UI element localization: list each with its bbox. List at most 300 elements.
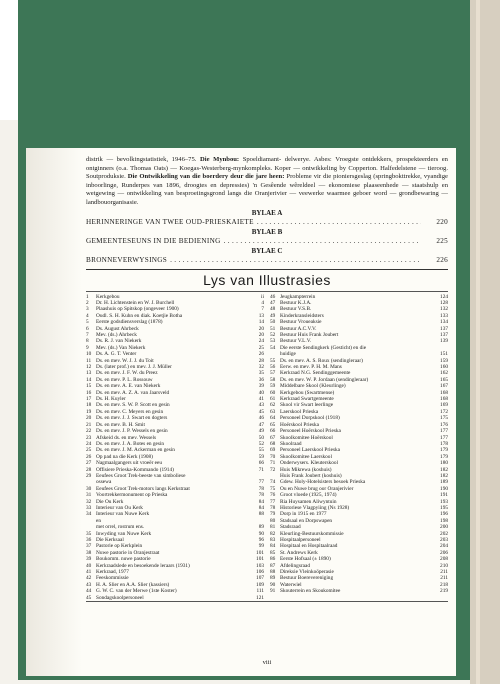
toc-title: BRONNEVERWYSINGS xyxy=(86,255,168,264)
illustration-caption: Eerste godsdiensverslag (1878) xyxy=(96,319,163,326)
illustration-page: 193 xyxy=(440,498,448,505)
illustration-number: 45 xyxy=(86,594,92,601)
illustration-caption: Skoolraad xyxy=(280,440,302,447)
intro-line: word — grondbewaring — landbouorganisasie. xyxy=(86,190,448,206)
illustration-page: 172 xyxy=(440,408,448,415)
illustration-caption: Die eerste Sendingkerk (Gesticht) en die xyxy=(280,344,367,351)
illustration-number: 69 xyxy=(270,447,276,454)
illustration-caption: Ds. A. G. T. Venter xyxy=(96,351,137,358)
illustration-number: 12 xyxy=(86,364,92,371)
illustration-page: 50 xyxy=(258,434,264,441)
illustration-caption: Kerkraadslede en besoekende leraars (1931) xyxy=(96,562,190,569)
illustration-caption: Skool vir Swart leerlinge xyxy=(280,402,334,409)
illustration-caption: Ds. en mev. J. A. Botes en gesin xyxy=(96,440,165,447)
illustration-number: 55 xyxy=(270,357,276,364)
illustration-caption: Direksie Vleinkoöperasie xyxy=(280,569,334,576)
illustration-page: 89 xyxy=(258,524,264,531)
illustration-number: 27 xyxy=(86,460,92,467)
illustration-number: 21 xyxy=(86,421,92,428)
illustration-number: 31 xyxy=(86,492,92,499)
illustration-caption: Gdew. Holy-Hotelsisters besoek Prieska xyxy=(280,479,366,486)
illustration-caption: Onderwysers. Kleuterskool xyxy=(280,460,338,467)
illustration-page: 177 xyxy=(440,434,448,441)
illustration-caption: Eerste Hofsaal (± 1890) xyxy=(280,556,331,563)
illustration-caption: Pastorie op Kerkplein xyxy=(96,543,143,550)
toc-title: GEMEENTESEUNS IN DIE BEDIENING xyxy=(86,236,221,245)
illustration-caption: Eerw. en mev. P. H. M. Mans xyxy=(280,364,342,371)
illustration-number: 24 xyxy=(86,440,92,447)
illustration-number: 19 xyxy=(86,408,92,415)
illustration-list-item[interactable] xyxy=(86,595,264,601)
illustration-page: 99 xyxy=(258,543,264,550)
illustration-caption: Ds. en mev. J. P. Wessels en gesin xyxy=(96,428,168,435)
intro-line: distrik — bevolkingstatistiek, 1946–75. xyxy=(86,156,197,163)
illustration-caption: Bestuur Huis Frank Joubert xyxy=(280,332,339,338)
illustration-page: 78 xyxy=(258,485,264,492)
illustration-number: 74 xyxy=(270,479,276,486)
illustration-page: 121 xyxy=(256,594,264,601)
intro-line: die pioniersgeslag (springbokttrekke, vyandige inboorlinge, Runderpes xyxy=(86,173,448,189)
illustration-page: 71 xyxy=(258,466,264,473)
illustration-number: 75 xyxy=(270,485,276,492)
illustration-caption: Stadsaal en Dorpswapen xyxy=(280,517,333,524)
illustration-number: 13 xyxy=(86,370,92,377)
illustration-number: 83 xyxy=(270,537,276,543)
illustration-number: 9 xyxy=(86,344,89,351)
toc-page-number: 220 xyxy=(436,217,448,226)
illustration-page: 165 xyxy=(440,376,448,383)
illustration-number: 36 xyxy=(86,537,92,543)
illustration-caption: met orrel, rostrum ens. xyxy=(96,524,145,531)
illustration-number: 22 xyxy=(86,428,92,435)
illustration-caption: Ds. R. J. van Niekerk xyxy=(96,338,142,345)
illustration-caption: Personeel Laerskool Prieska xyxy=(280,447,341,454)
illustration-caption: Ds. en mev. J. M. Ackerman en gesin xyxy=(96,447,175,454)
bylae-c-heading: BYLAE C xyxy=(251,246,283,255)
illustration-page: 26 xyxy=(258,351,264,358)
illustration-number: 78 xyxy=(270,504,276,511)
illustration-caption: Ds. en mev. W. P. Jordaan (sendingleraar) xyxy=(280,376,369,383)
illustration-number: 47 xyxy=(270,299,276,306)
illustration-number: 61 xyxy=(270,396,276,403)
illustration-number: 84 xyxy=(270,543,276,550)
illustration-page: 24 xyxy=(258,338,264,345)
illustration-number: 62 xyxy=(270,402,276,409)
illustration-page: 35 xyxy=(258,370,264,377)
illustration-number: 16 xyxy=(86,389,92,396)
illustration-page: 151 xyxy=(440,351,448,358)
illustration-number: 67 xyxy=(270,434,276,441)
illustration-caption: en xyxy=(96,517,101,524)
illustration-number: 85 xyxy=(270,549,276,556)
illustration-page: 182 xyxy=(440,466,448,473)
illustration-page: 101 xyxy=(256,549,264,556)
illustration-page: 111 xyxy=(256,588,264,595)
intro-line: van 1896, droogtes en depressies) 'n Gesêende wêreldeel — ekonomiese xyxy=(153,181,361,189)
illustration-page: 90 xyxy=(258,530,264,537)
illustration-page: 210 xyxy=(440,562,448,569)
illustration-caption: Ds. en mev. A. Z. A. van Jaarsveld xyxy=(96,389,170,396)
book-page xyxy=(26,148,456,676)
illustration-page: 20 xyxy=(258,325,264,332)
illustration-number: 15 xyxy=(86,383,92,390)
illustration-page: 28 xyxy=(258,357,264,364)
page-edge-shadow xyxy=(476,0,480,684)
illustration-page: 128 xyxy=(440,299,448,306)
illustrations-column-right xyxy=(270,294,448,602)
illustration-page: 169 xyxy=(440,402,448,409)
illustration-caption: Inwyding van Nuwe Kerk xyxy=(96,530,152,537)
illustration-caption: Die Kerksaal xyxy=(96,537,124,543)
illustration-page: 59 xyxy=(258,453,264,460)
illustration-number: 4 xyxy=(86,312,89,319)
illustration-page: 77 xyxy=(258,479,264,486)
illustration-caption: Interieur van Nuwe Kerk xyxy=(96,511,150,518)
illustration-number: 2 xyxy=(86,299,89,306)
illustration-caption: Huis Frank Joubert (koshuis) xyxy=(280,472,342,479)
intro-heading-mynbou: Die Mynbou: xyxy=(200,156,240,163)
illustration-page: 132 xyxy=(440,306,448,313)
illustration-page: 137 xyxy=(440,325,448,332)
illustration-caption: Skoolkomitee Laerskool xyxy=(280,453,332,460)
illustration-caption: Ds. en mev. J. J. Swart en dogters xyxy=(96,415,168,422)
illustration-page: 49 xyxy=(258,428,264,435)
illustration-number: 48 xyxy=(270,306,276,313)
toc-title: HERINNERINGE VAN TWEE OUD-PRIESKAIETE xyxy=(86,217,254,226)
illustration-caption: Afdelingsraad xyxy=(280,562,311,569)
illustration-caption: Jeugkampterrein xyxy=(280,293,316,300)
illustration-caption: Hoërskool Prieska xyxy=(280,421,319,428)
illustration-number: 30 xyxy=(86,485,92,492)
illustration-page: 175 xyxy=(440,415,448,422)
illustration-caption: G. W. C. van der Merwe (1ste Koster) xyxy=(96,588,177,595)
illustration-page: 159 xyxy=(440,357,448,364)
illustration-page: 179 xyxy=(440,453,448,460)
illustration-page: 32 xyxy=(258,364,264,371)
illustration-page: 176 xyxy=(440,421,448,428)
illustration-number: 68 xyxy=(270,440,276,447)
bylae-a-heading: BYLAE A xyxy=(251,208,283,217)
illustration-caption: Skoolkomitee Hoërskool xyxy=(280,434,333,441)
intro-line: plaaseenhede — staatshulp en wetgewing — ontwikkeling van xyxy=(86,181,448,198)
illustration-page: 204 xyxy=(440,543,448,550)
illustration-page: 160 xyxy=(440,364,448,371)
illustration-number: 50 xyxy=(270,319,276,326)
illustration-page: 4 xyxy=(261,299,264,306)
illustration-page: 139 xyxy=(440,338,448,345)
illustration-caption: Kerkraad Swartgemeente xyxy=(280,396,334,403)
illustration-number: 72 xyxy=(270,466,276,473)
illustration-caption: Bestuur V.S.B. xyxy=(280,306,312,313)
illustration-caption: Kerkraad N.G. Sendinggemeente xyxy=(280,370,351,377)
illustration-number: 82 xyxy=(270,530,276,537)
illustration-caption: Hospitaalpersoneel xyxy=(280,537,321,543)
illustration-caption: Waterwiel xyxy=(280,581,302,588)
illustration-caption: Middelbare Skool (Kleurlinge) xyxy=(280,383,346,390)
illustration-caption: Skouterrein en Skoukomitee xyxy=(280,588,341,595)
illustration-page: 219 xyxy=(440,588,448,595)
illustration-page: 66 xyxy=(258,460,264,467)
illustration-caption: Voortrekkermonument op Prieska xyxy=(96,492,168,499)
illustration-number: 32 xyxy=(86,498,92,505)
illustration-caption: Bestuur K.J.A. xyxy=(280,299,312,306)
illustration-caption: Ds. en mev. S. W. P. Scott en gesin xyxy=(96,402,170,409)
illustration-caption: Ds. en mev. W. J. J. du Toit xyxy=(96,357,154,364)
illustration-caption: Oudl. S. H. Kuhn en diak. Koetjie Botha xyxy=(96,312,183,319)
illustration-number: 52 xyxy=(270,332,276,338)
illustration-number: 63 xyxy=(270,408,276,415)
illustration-caption: Offisiere Prieska-Kommando (1914) xyxy=(96,466,174,473)
intro-line: delwerye. Asbes: Vroegste ontdekkers, prospekteerders en ontginners xyxy=(86,156,448,172)
illustration-caption: Kerkgebou xyxy=(96,293,120,300)
illustration-page: 137 xyxy=(440,332,448,338)
illustration-caption: Kerkgebou (Swartmense) xyxy=(280,389,335,396)
illustration-page: 45 xyxy=(258,408,264,415)
illustration-caption: Kleurling-Bestuurskommissie xyxy=(280,530,344,537)
illustration-caption: Laerskool Prieska xyxy=(280,408,319,415)
illustration-number: 76 xyxy=(270,492,276,499)
toc-entry-bylae-b[interactable] xyxy=(86,236,448,246)
illustration-page: 195 xyxy=(440,504,448,511)
illustration-list-item[interactable] xyxy=(270,588,448,594)
illustration-caption: Afskeid ds. en mev. Wessels xyxy=(96,434,157,441)
illustration-number: 54 xyxy=(270,344,276,351)
illustration-number: 5 xyxy=(86,319,89,326)
illustration-page: 134 xyxy=(440,319,448,326)
illustration-number: 11 xyxy=(86,357,92,364)
illustration-caption: Ds. en mev. P. L. Rossouw xyxy=(96,376,153,383)
illustration-number: 10 xyxy=(86,351,92,358)
illustration-caption: Eeufees Groot Trek-motors langs Kerkstraat xyxy=(96,485,190,492)
illustration-page: 109 xyxy=(256,581,264,588)
illustration-number: 66 xyxy=(270,428,276,435)
illustration-number: 77 xyxy=(270,498,276,505)
illustration-page: 211 xyxy=(440,575,448,582)
illustration-page: 206 xyxy=(440,549,448,556)
illustration-number: 29 xyxy=(86,472,92,479)
illustration-page: 191 xyxy=(440,492,448,499)
illustration-caption: Ds. H. Kuyler xyxy=(96,396,126,403)
illustration-number: 6 xyxy=(86,325,89,332)
illustration-number: 81 xyxy=(270,524,276,531)
illustration-caption: ossewa xyxy=(96,479,112,486)
illustration-number: 64 xyxy=(270,415,276,422)
illustration-caption: Bestuur Boerevereniging xyxy=(280,575,334,582)
illustration-page: 88 xyxy=(258,511,264,518)
illustration-number: 42 xyxy=(86,575,92,582)
illustration-caption: Bestuur A.C.V.V. xyxy=(280,325,317,332)
illustration-number: 71 xyxy=(270,460,276,467)
bylae-b-heading: BYLAE B xyxy=(251,227,283,236)
toc-entry-bylae-c[interactable] xyxy=(86,255,448,265)
illustration-number: 14 xyxy=(86,376,92,383)
illustration-page: 178 xyxy=(440,440,448,447)
illustration-page: 124 xyxy=(440,293,448,300)
illustration-caption: Ds. en mev. B. H. Smit xyxy=(96,421,145,428)
illustration-caption: Ou en Nuwe brug oor Oranjerivier xyxy=(280,485,354,492)
illustration-number: 80 xyxy=(270,517,276,524)
illustration-number: 51 xyxy=(270,325,276,332)
illustration-page: 198 xyxy=(440,517,448,524)
illustration-caption: Ds. August Ahrbeck xyxy=(96,325,139,332)
illustration-page: 196 xyxy=(440,511,448,518)
intro-line: (o.a. Thomas Oats) — Koegas-Westerberg-mynkompleks. Koper — xyxy=(116,164,300,172)
toc-entry-bylae-a[interactable] xyxy=(86,217,448,227)
illustration-number: 56 xyxy=(270,364,276,371)
intro-heading-boerdery: Die Ontwikkeling van die boerdery deur die jare heen: xyxy=(127,173,285,181)
illustration-page: 177 xyxy=(440,428,448,435)
illustration-caption: H. A. Slier en A.A. Slier (kassiers) xyxy=(96,581,170,588)
illustration-page: 107 xyxy=(256,575,264,582)
illustration-number: 18 xyxy=(86,402,92,409)
illustration-number: 46 xyxy=(270,293,276,300)
illustration-page: 218 xyxy=(440,581,448,588)
illustration-page: 14 xyxy=(258,319,264,326)
illustration-page: 168 xyxy=(440,389,448,396)
illustration-number: 26 xyxy=(86,453,92,460)
illustration-caption: Huis Mikrewa (koshuis) xyxy=(280,466,332,473)
illustration-page: 200 xyxy=(440,524,448,531)
illustration-page: 202 xyxy=(440,530,448,537)
illustration-number: 49 xyxy=(270,312,276,319)
illustration-number: 33 xyxy=(86,504,92,511)
intro-line: Probleme vir xyxy=(286,173,322,181)
page-number: viii xyxy=(262,659,272,666)
illustration-number: 43 xyxy=(86,581,92,588)
illustration-page: 52 xyxy=(258,440,264,447)
illustration-number: 57 xyxy=(270,370,276,377)
illustration-caption: Ds. (later prof.) en mev. J. J. Müller xyxy=(96,364,172,371)
illustration-number: 60 xyxy=(270,389,276,396)
illustration-caption: Dr. H. Lichtenstein en W. J. Burchell xyxy=(96,299,175,306)
illustration-page: 20 xyxy=(258,332,264,338)
page-edge xyxy=(470,0,500,684)
illustration-caption: Personeel Hoërskool Prieska xyxy=(280,428,341,435)
illustration-number: 87 xyxy=(270,562,276,569)
illustration-number: 20 xyxy=(86,415,92,422)
illustration-caption: Ds. en mev. A. S. Roux (sendingleraar) xyxy=(280,357,363,364)
intro-line: besproeiingsgrond langs die Oranjerivier — veewerke waarmee geboer xyxy=(176,190,371,198)
illustration-number: 70 xyxy=(270,453,276,460)
illustration-page: 190 xyxy=(440,485,448,492)
illustration-page: 203 xyxy=(440,537,448,543)
illustration-number: 8 xyxy=(86,338,89,345)
illustration-page: 106 xyxy=(256,569,264,576)
illustration-page: 84 xyxy=(258,504,264,511)
illustration-number: 3 xyxy=(86,306,89,313)
illustration-page: 101 xyxy=(256,556,264,563)
illustration-number: 34 xyxy=(86,511,92,518)
illustration-page: 36 xyxy=(258,376,264,383)
illustration-number: 25 xyxy=(86,447,92,454)
illustration-number: 88 xyxy=(270,569,276,576)
illustration-caption: Ds. en mev. C. Meyers en gesin xyxy=(96,408,164,415)
illustration-page: 162 xyxy=(440,370,448,377)
toc-leader-dots xyxy=(257,217,421,227)
illustration-page: 103 xyxy=(256,562,264,569)
illustration-caption: Ria Huysamen Aliwyntuin xyxy=(280,498,337,505)
illustration-number: 53 xyxy=(270,338,276,345)
illustration-page: 179 xyxy=(440,447,448,454)
illustration-page: 84 xyxy=(258,498,264,505)
illustration-number: 37 xyxy=(86,543,92,550)
illustration-number: 44 xyxy=(86,588,92,595)
illustration-caption: Nagmaalgangers uit vroeër eeu xyxy=(96,460,163,467)
illustration-caption: Mev. (ds.) Ahrbeck xyxy=(96,332,137,338)
illustration-caption: Nuwe pastorie in Oranjestraat xyxy=(96,549,160,556)
illustration-caption: Feeskommissie xyxy=(96,575,129,582)
illustration-number: 39 xyxy=(86,556,92,563)
toc-leader-dots xyxy=(170,255,421,265)
illustration-page: 7 xyxy=(261,306,264,313)
illustration-number: 79 xyxy=(270,511,276,518)
illustration-page: 25 xyxy=(258,344,264,351)
illustration-page: ii xyxy=(261,293,264,300)
illustration-number: 35 xyxy=(86,530,92,537)
illustration-page: 167 xyxy=(440,383,448,390)
illustration-caption: Dorp in 1915 en 1977 xyxy=(280,511,327,518)
illustration-number: 89 xyxy=(270,575,276,582)
illustration-caption: Die Ou Kerk xyxy=(96,498,124,505)
illustration-page: 13 xyxy=(258,312,264,319)
illustration-caption: Ds. en mev. A. E. van Niekerk xyxy=(96,383,161,390)
illustration-number: 65 xyxy=(270,421,276,428)
illustration-page: 189 xyxy=(440,479,448,486)
illustration-caption: Ds. en mev. J. F. W. du Preez xyxy=(96,370,158,377)
illustration-page: 47 xyxy=(258,421,264,428)
illustration-caption: Kerkraad, 1977 xyxy=(96,569,129,576)
illustration-number: 86 xyxy=(270,556,276,563)
illustration-page: 41 xyxy=(258,396,264,403)
illustration-page: 78 xyxy=(258,492,264,499)
illustration-caption: huidige xyxy=(280,351,296,358)
illustration-number: 59 xyxy=(270,383,276,390)
illustration-caption: Kinderkransleidsters xyxy=(280,312,324,319)
illustrations-column-left xyxy=(86,294,264,602)
illustration-caption: Interieur van Ou Kerk xyxy=(96,504,143,511)
illustration-caption: Op pad na die Kerk (1908) xyxy=(96,453,153,460)
illustration-number: 91 xyxy=(270,588,276,595)
illustration-number: 41 xyxy=(86,569,92,576)
illustration-caption: Personeel Dorpskool (1918) xyxy=(280,415,340,422)
illustration-caption: Plaashuis op Spitskop (ongeveer 1900) xyxy=(96,306,179,313)
illustrations-list xyxy=(86,291,448,603)
illustration-page: 39 xyxy=(258,383,264,390)
illustration-caption: Groot vloede (1925, 1974) xyxy=(280,492,337,499)
illustration-page: 55 xyxy=(258,447,264,454)
page-gutter xyxy=(26,148,82,676)
illustration-caption: Boukomm. nuwe pastorie xyxy=(96,556,151,563)
toc-page-number: 226 xyxy=(436,255,448,264)
illustration-caption: St. Andrews Kerk xyxy=(280,549,318,556)
illustration-page: 133 xyxy=(440,312,448,319)
illustration-number: 23 xyxy=(86,434,92,441)
illustration-number: 90 xyxy=(270,581,276,588)
illustration-caption: Bestuur Vroueaksie xyxy=(280,319,322,326)
intro-paragraph xyxy=(86,156,448,208)
illustration-number: 28 xyxy=(86,466,92,473)
illustration-page: 168 xyxy=(440,396,448,403)
illustration-page: 96 xyxy=(258,537,264,543)
intro-line: Spoeldiamant- xyxy=(242,156,282,163)
illustration-page: 208 xyxy=(440,556,448,563)
illustration-caption: Historiese Vlagpyiing (Ns 1928) xyxy=(280,504,350,511)
illustration-page: 211 xyxy=(440,569,448,576)
intro-line: ontwikkeling by Copperton. Halfedelstene — tieroog. Soutproduksie. xyxy=(86,164,448,181)
illustration-number: 7 xyxy=(86,332,89,338)
illustration-caption: Sondagskoolpersoneel xyxy=(96,594,144,601)
illustration-caption: Stadsraad xyxy=(280,524,301,531)
